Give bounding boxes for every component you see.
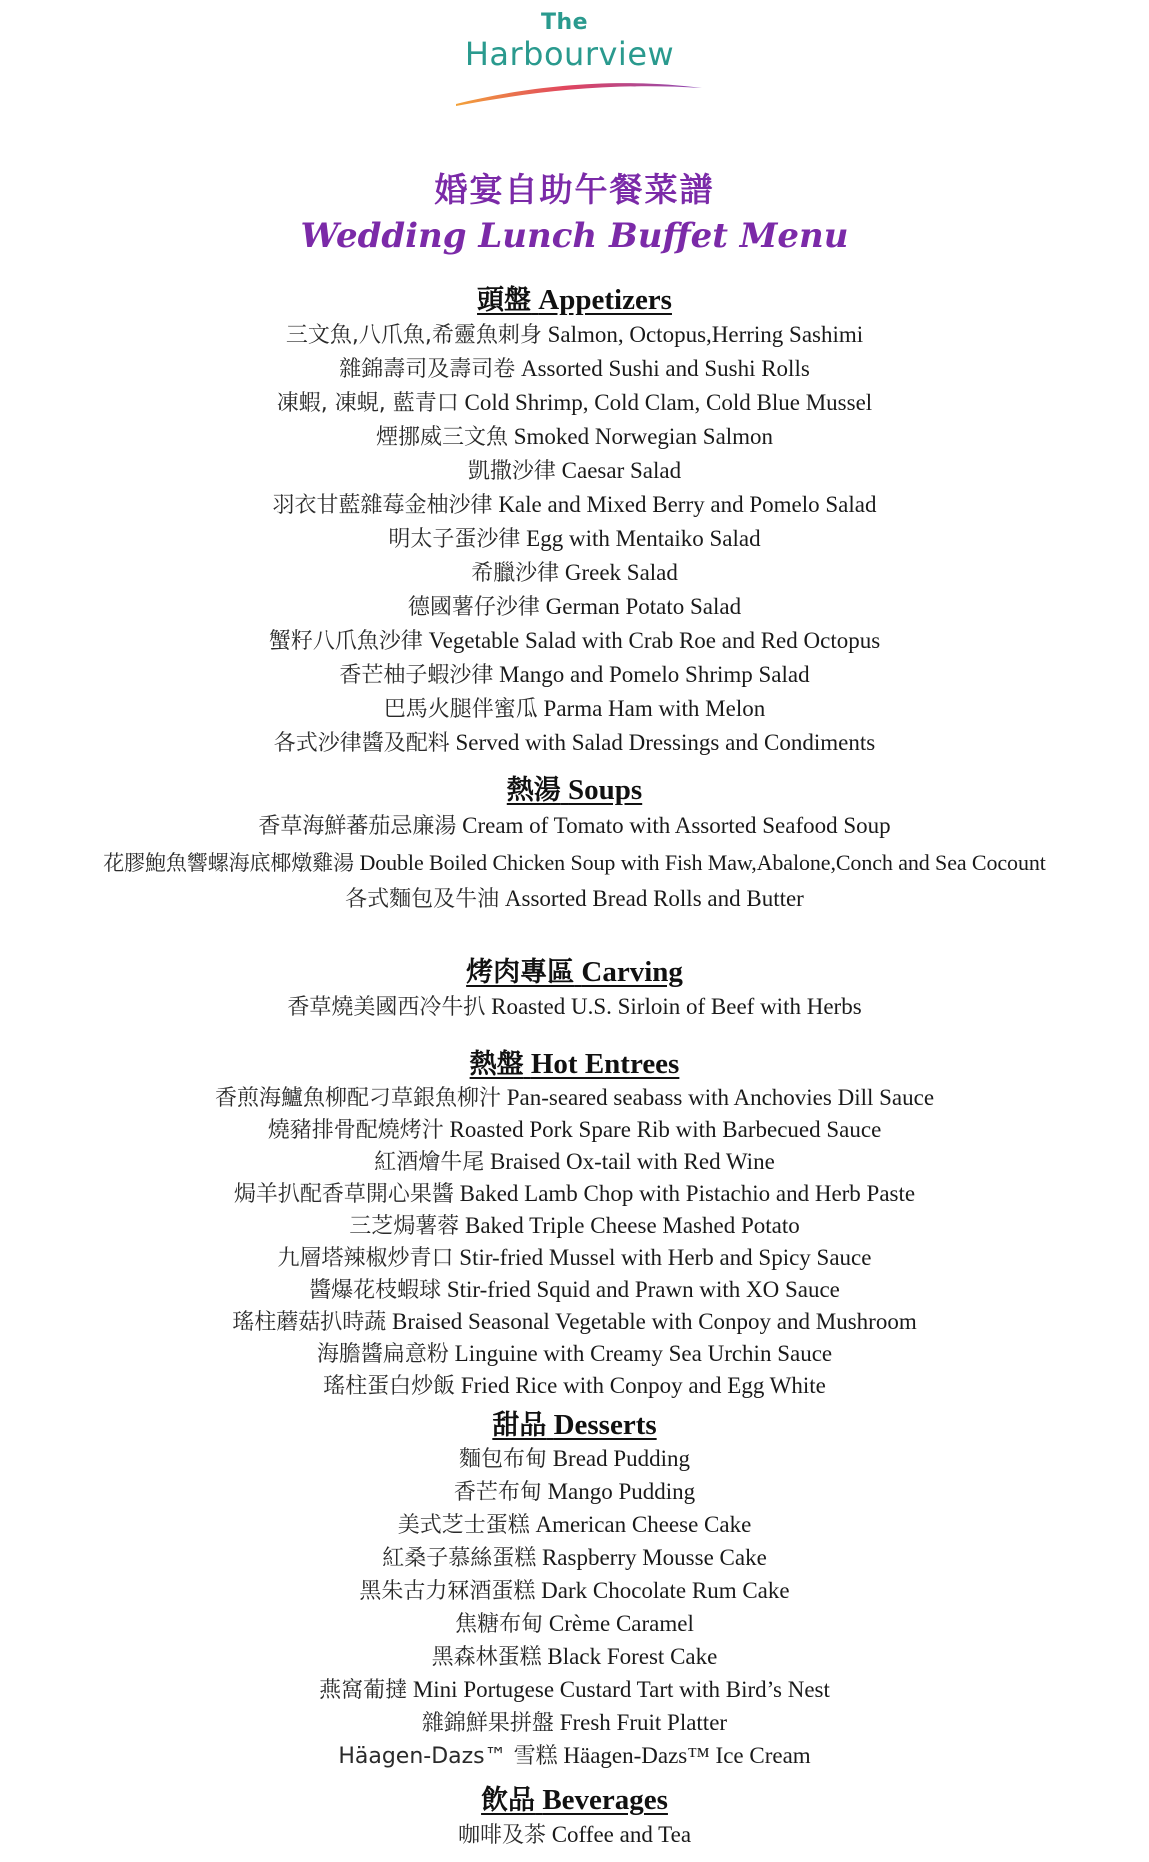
menu-item: [0, 1274, 1149, 1306]
menu-item-zh: 花膠鮑魚響螺海底椰燉雞湯: [103, 851, 355, 875]
menu-item: [0, 1575, 1149, 1608]
menu-item-zh: 焦糖布甸: [455, 1612, 544, 1637]
menu-item: [0, 1242, 1149, 1274]
menu-item-en: Roasted U.S. Sirloin of Beef with Herbs: [491, 994, 862, 1019]
menu-item-en: Raspberry Mousse Cake: [541, 1545, 767, 1570]
heading-en: Beverages: [542, 1784, 668, 1816]
menu-item-zh: 咖啡及茶: [457, 1823, 546, 1848]
logo-swoosh-icon: [450, 74, 710, 110]
menu-item: [0, 1707, 1149, 1740]
menu-item-en: Cold Shrimp, Cold Clam, Cold Blue Mussel: [464, 390, 873, 415]
menu-item-zh: 瑤柱蛋白炒飯: [323, 1374, 456, 1399]
menu-item-zh: 黑朱古力冧酒蛋糕: [359, 1579, 536, 1604]
menu-item-en: Double Boiled Chicken Soup with Fish Maw,Abalone,Conch and Sea Cocount: [359, 850, 1046, 875]
menu-item-zh: 焗羊扒配香草開心果醬: [233, 1182, 454, 1207]
menu-item: [0, 556, 1149, 590]
menu-item-en: Bread Pudding: [552, 1446, 691, 1471]
menu-item-en: Kale and Mixed Berry and Pomelo Salad: [498, 492, 877, 517]
menu-item-zh: 各式麵包及牛油: [345, 887, 500, 912]
heading-zh: 甜品: [492, 1410, 547, 1441]
menu-item: [0, 726, 1149, 760]
menu-item-zh: 醬爆花枝蝦球: [309, 1278, 442, 1303]
menu-item: [0, 692, 1149, 726]
menu-item-zh: Häagen-Dazs™ 雪糕: [338, 1744, 558, 1769]
menu-item-zh: 三芝焗薯蓉: [349, 1214, 460, 1239]
title-chinese: 婚宴自助午餐菜譜: [434, 170, 715, 209]
menu-item-en: Baked Lamb Chop with Pistachio and Herb Paste: [459, 1181, 916, 1206]
menu-item-en: Fried Rice with Conpoy and Egg White: [460, 1373, 826, 1398]
menu-item-en: Cream of Tomato with Assorted Seafood Soup: [462, 813, 891, 838]
section-beverages: [0, 1783, 1149, 1852]
menu-item-en: Assorted Sushi and Sushi Rolls: [520, 356, 810, 381]
menu-item: [0, 1338, 1149, 1370]
menu-item-en: Black Forest Cake: [547, 1644, 718, 1669]
menu-item: [0, 658, 1149, 692]
menu-item-en: Roasted Pork Spare Rib with Barbecued Sauce: [449, 1117, 882, 1142]
menu-item-en: Crème Caramel: [548, 1611, 694, 1636]
heading-zh: 熱盤: [469, 1049, 524, 1080]
menu-item-zh: 雜錦壽司及壽司卷: [339, 357, 516, 382]
menu-item-en: Served with Salad Dressings and Condiments: [455, 730, 876, 755]
menu-item: [0, 1146, 1149, 1178]
menu-item: [0, 1082, 1149, 1114]
menu-item: [0, 454, 1149, 488]
heading-zh: 熱湯: [506, 775, 561, 806]
heading-en: Appetizers: [538, 284, 672, 316]
menu-item: [0, 1476, 1149, 1509]
section-hot-entrees: [0, 1047, 1149, 1402]
menu-item-zh: 瑤柱蘑菇扒時蔬: [232, 1310, 387, 1335]
menu-item-en: German Potato Salad: [545, 594, 742, 619]
menu-item: [0, 1114, 1149, 1146]
menu-item-en: Coffee and Tea: [551, 1822, 692, 1847]
menu-item-en: Greek Salad: [564, 560, 678, 585]
menu-item: [0, 1608, 1149, 1641]
menu-item-zh: 紅酒燴牛尾: [374, 1150, 485, 1175]
menu-item-zh: 香芒柚子蝦沙律: [339, 663, 494, 688]
section-appetizers: [0, 283, 1149, 760]
menu-item-en: American Cheese Cake: [535, 1512, 752, 1537]
menu-item-en: Mini Portugese Custard Tart with Bird’s Nest: [412, 1677, 830, 1702]
menu-item-zh: 各式沙律醬及配料: [273, 731, 450, 756]
menu-item-en: Stir-fried Squid and Prawn with XO Sauce: [446, 1277, 840, 1302]
heading-en: Desserts: [553, 1409, 657, 1441]
menu-item-en: Caesar Salad: [561, 458, 682, 483]
menu-item: [0, 1370, 1149, 1402]
menu-item-en: Braised Seasonal Vegetable with Conpoy and Mushroom: [392, 1309, 917, 1334]
menu-item: [0, 1641, 1149, 1674]
menu-item-zh: 美式芝士蛋糕: [397, 1513, 530, 1538]
menu-item-zh: 香芒布甸: [453, 1480, 542, 1505]
menu-item-en: Mango Pudding: [547, 1479, 696, 1504]
menu-item: [0, 1178, 1149, 1210]
menu-item-zh: 煙挪威三文魚: [375, 425, 508, 450]
heading-en: Soups: [568, 774, 643, 806]
menu-item: [0, 318, 1149, 352]
section-heading: [492, 1408, 656, 1443]
logo-name: Harbourview: [464, 35, 675, 73]
menu-item-en: Assorted Bread Rolls and Butter: [504, 886, 804, 911]
menu-item-zh: 香草燒美國西冷牛扒: [287, 995, 486, 1020]
menu-item-zh: 德國薯仔沙律: [407, 595, 540, 620]
menu-item-en: Baked Triple Cheese Mashed Potato: [465, 1213, 800, 1238]
item-list: [0, 1443, 1149, 1773]
menu-item-zh: 蟹籽八爪魚沙律: [268, 629, 423, 654]
section-heading: [481, 1783, 668, 1818]
section-carving: [0, 955, 1149, 1024]
menu-item: [0, 808, 1149, 845]
item-list: [0, 1082, 1149, 1402]
menu-item: [0, 624, 1149, 658]
menu-item-zh: 希臘沙律: [471, 561, 560, 586]
menu-item: [0, 1818, 1149, 1852]
menu-item-zh: 羽衣甘藍雜莓金柚沙律: [272, 493, 493, 518]
menu-item-en: Braised Ox-tail with Red Wine: [489, 1149, 775, 1174]
menu-item: [0, 1542, 1149, 1575]
menu-item: [0, 1509, 1149, 1542]
item-list: [0, 990, 1149, 1024]
heading-en: Carving: [581, 956, 683, 988]
logo-the: The: [540, 10, 589, 35]
menu-item-en: Stir-fried Mussel with Herb and Spicy Sauce: [459, 1245, 872, 1270]
harbourview-logo: [0, 10, 1149, 72]
menu-item-en: Dark Chocolate Rum Cake: [541, 1578, 790, 1603]
section-heading: [477, 283, 672, 318]
menu-item: [0, 488, 1149, 522]
menu-item-zh: 香草海鮮蕃茄忌廉湯: [258, 814, 457, 839]
heading-en: Hot Entrees: [530, 1048, 680, 1080]
menu-item: [0, 845, 1149, 881]
item-list: [0, 808, 1149, 918]
menu-item: [0, 522, 1149, 556]
title-english: Wedding Lunch Buffet Menu: [300, 216, 849, 256]
item-list: [0, 318, 1149, 760]
menu-item-en: Pan-seared seabass with Anchovies Dill Sauce: [506, 1085, 935, 1110]
menu-item: [0, 420, 1149, 454]
section-soups: [0, 773, 1149, 918]
menu-item-zh: 燕窩葡撻: [319, 1678, 408, 1703]
menu-item-zh: 凱撒沙律: [467, 459, 556, 484]
menu-item-en: Parma Ham with Melon: [543, 696, 766, 721]
section-heading: [470, 1047, 680, 1082]
menu-item-en: Linguine with Creamy Sea Urchin Sauce: [454, 1341, 833, 1366]
menu-item: [0, 1210, 1149, 1242]
heading-zh: 飲品: [481, 1785, 536, 1816]
heading-zh: 頭盤: [477, 285, 532, 316]
menu-item-en: Egg with Mentaiko Salad: [526, 526, 761, 551]
menu-item: [0, 881, 1149, 918]
menu-item-zh: 黑森林蛋糕: [431, 1645, 542, 1670]
section-heading: [466, 955, 683, 990]
menu-item-zh: 麵包布甸: [458, 1447, 547, 1472]
menu-item-zh: 明太子蛋沙律: [388, 527, 521, 552]
section-heading: [507, 773, 642, 808]
menu-item: [0, 990, 1149, 1024]
item-list: [0, 1818, 1149, 1852]
menu-item-en: Smoked Norwegian Salmon: [513, 424, 774, 449]
menu-item-zh: 燒豬排骨配燒烤汁: [267, 1118, 444, 1143]
menu-item-en: Mango and Pomelo Shrimp Salad: [499, 662, 810, 687]
menu-item-zh: 香煎海鱸魚柳配刁草銀魚柳汁: [214, 1086, 501, 1111]
menu-item: [0, 1443, 1149, 1476]
menu-item: [0, 590, 1149, 624]
menu-item-en: Fresh Fruit Platter: [559, 1710, 728, 1735]
menu-item-en: Häagen-Dazs™ Ice Cream: [563, 1743, 811, 1768]
menu-item-zh: 九層塔辣椒炒青口: [277, 1246, 454, 1271]
menu-item: [0, 386, 1149, 420]
menu-item: [0, 1306, 1149, 1338]
menu-item-en: Salmon, Octopus,Herring Sashimi: [547, 322, 864, 347]
menu-item: [0, 352, 1149, 386]
menu-item-zh: 紅桑子慕絲蛋糕: [382, 1546, 537, 1571]
menu-item-zh: 雜錦鮮果拼盤: [421, 1711, 554, 1736]
menu-item-zh: 海膽醬扁意粉: [316, 1342, 449, 1367]
menu-item-zh: 巴馬火腿伴蜜瓜: [383, 697, 538, 722]
heading-zh: 烤肉專區: [466, 957, 575, 988]
menu-item-en: Vegetable Salad with Crab Roe and Red Octopus: [428, 628, 881, 653]
menu-item-zh: 三文魚,八爪魚,希靈魚刺身: [285, 323, 542, 348]
menu-item-zh: 凍蝦, 凍蜆, 藍青口: [276, 391, 459, 416]
menu-item: [0, 1674, 1149, 1707]
menu-item: [0, 1740, 1149, 1773]
section-desserts: [0, 1408, 1149, 1773]
